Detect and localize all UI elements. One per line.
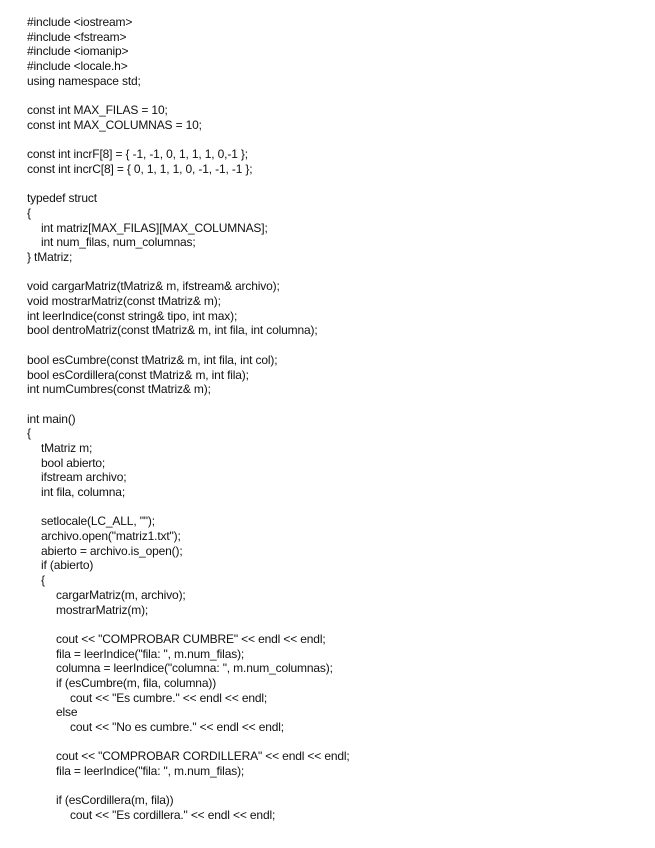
code-line: const int incrF[8] = { -1, -1, 0, 1, 1, 1, 0,-1 }; <box>27 147 248 162</box>
blank-line <box>27 735 350 750</box>
code-line: const int MAX_COLUMNAS = 10; <box>27 117 202 132</box>
code-line: else <box>56 705 78 720</box>
code-line: #include <locale.h> <box>27 59 128 74</box>
code-line: using namespace std; <box>27 73 141 88</box>
code-line: const int MAX_FILAS = 10; <box>27 103 168 118</box>
code-line: cout << "COMPROBAR CUMBRE" << endl << endl; <box>56 631 326 646</box>
code-line: abierto = archivo.is_open(); <box>41 543 183 558</box>
blank-line <box>27 617 350 632</box>
code-line: ifstream archivo; <box>41 470 127 485</box>
code-line: int numCumbres(const tMatriz& m); <box>27 382 211 397</box>
code-line: fila = leerIndice("fila: ", m.num_filas); <box>56 764 245 779</box>
code-line: #include <iomanip> <box>27 44 129 59</box>
code-line: { <box>27 426 31 441</box>
code-line: const int incrC[8] = { 0, 1, 1, 1, 0, -1, -1, -1 }; <box>27 161 253 176</box>
code-line: int leerIndice(const string& tipo, int max); <box>27 308 238 323</box>
code-line: { <box>41 573 45 588</box>
code-line: fila = leerIndice("fila: ", m.num_filas); <box>56 646 245 661</box>
code-line: if (abierto) <box>41 558 94 573</box>
code-line: bool esCordillera(const tMatriz& m, int fila); <box>27 367 249 382</box>
code-line: cout << "No es cumbre." << endl << endl; <box>70 720 284 734</box>
code-line: if (esCordillera(m, fila)) <box>56 793 174 808</box>
code-line: cout << "COMPROBAR CORDILLERA" << endl << endl; <box>56 749 350 764</box>
blank-line <box>27 177 350 192</box>
blank-line <box>27 133 350 148</box>
code-line: int fila, columna; <box>41 485 126 499</box>
code-line: int main() <box>27 411 76 426</box>
code-line: archivo.open("matriz1.txt"); <box>41 529 181 544</box>
blank-line <box>27 338 350 353</box>
code-line: mostrarMatriz(m); <box>56 602 149 617</box>
blank-line <box>27 265 350 280</box>
code-line: void cargarMatriz(tMatriz& m, ifstream& archivo); <box>27 279 280 294</box>
blank-line <box>27 397 350 412</box>
code-line: } tMatriz; <box>27 250 73 264</box>
code-line: int num_filas, num_columnas; <box>41 235 196 250</box>
code-line: if (esCumbre(m, fila, columna)) <box>56 675 217 690</box>
code-line: cout << "Es cordillera." << endl << endl; <box>70 808 276 823</box>
code-line: bool esCumbre(const tMatriz& m, int fila, int col); <box>27 352 278 367</box>
code-line: bool dentroMatriz(const tMatriz& m, int fila, int columna); <box>27 323 318 338</box>
code-line: setlocale(LC_ALL, ""); <box>41 514 155 529</box>
code-line: cargarMatriz(m, archivo); <box>56 587 186 602</box>
blank-line <box>27 500 350 515</box>
code-line: { <box>27 205 31 220</box>
blank-line <box>27 779 350 794</box>
code-line: int matriz[MAX_FILAS][MAX_COLUMNAS]; <box>41 220 268 235</box>
code-line: columna = leerIndice("columna: ", m.num_columnas); <box>56 661 333 676</box>
code-line: typedef struct <box>27 191 97 206</box>
code-line: cout << "Es cumbre." << endl << endl; <box>70 690 268 705</box>
code-line: void mostrarMatriz(const tMatriz& m); <box>27 294 221 309</box>
code-line: #include <iostream> <box>27 15 133 29</box>
source-code-block <box>27 15 350 823</box>
blank-line <box>27 88 350 103</box>
code-line: tMatriz m; <box>41 440 93 455</box>
code-line: bool abierto; <box>41 455 106 470</box>
code-line: #include <fstream> <box>27 29 127 44</box>
